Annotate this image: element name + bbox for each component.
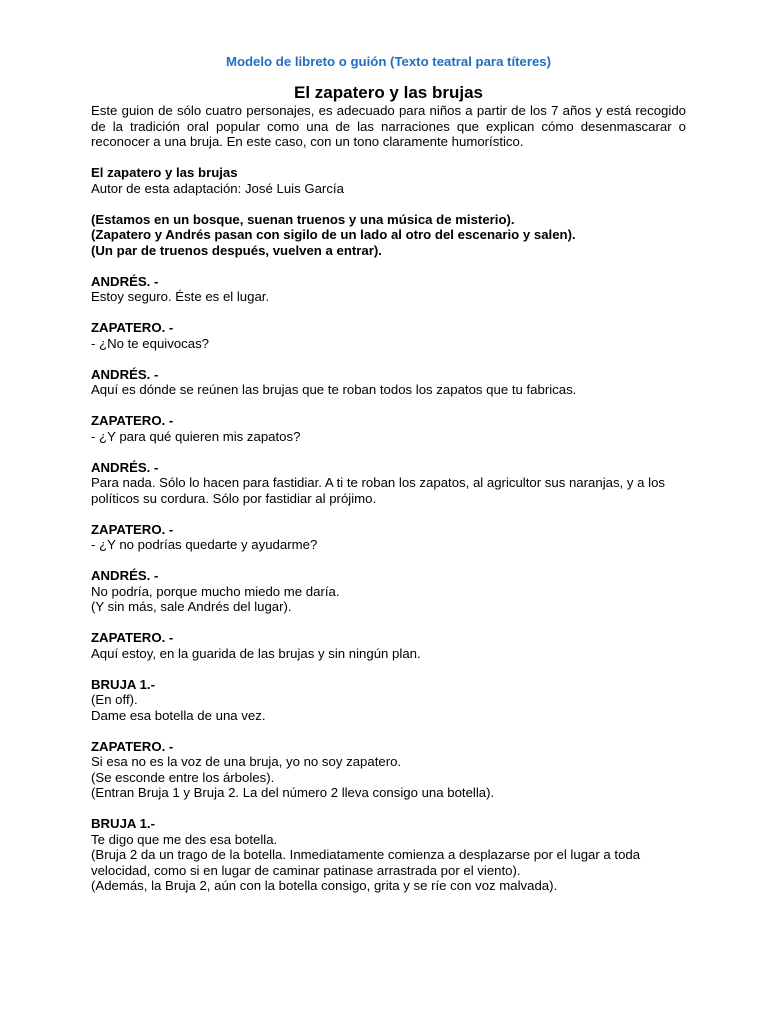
stage-direction: (Un par de truenos después, vuelven a entrar). xyxy=(91,242,382,258)
speaker-name: ZAPATERO. - xyxy=(91,521,174,537)
dialogue-block xyxy=(91,460,686,507)
dialogue-line: (Bruja 2 da un trago de la botella. Inmediatamente comienza a desplazarse por el lugar a toda velocidad, como si en lugar de caminar patinase arrastrada por el viento). xyxy=(91,847,641,878)
dialogue-block xyxy=(91,522,686,553)
dialogue-line: - ¿Y para qué quieren mis zapatos? xyxy=(91,428,301,444)
dialogue-line: Estoy seguro. Éste es el lugar. xyxy=(91,289,270,304)
dialogue-block xyxy=(91,568,686,615)
dialogue-line: - ¿Y no podrías quedarte y ayudarme? xyxy=(91,537,318,552)
dialogue-line: - ¿No te equivocas? xyxy=(91,335,210,351)
speaker-name: ANDRÉS. - xyxy=(91,366,159,382)
dialogue-block xyxy=(91,630,686,661)
play-title: El zapatero y las brujas xyxy=(294,83,483,102)
dialogue-line: No podría, porque mucho miedo me daría. xyxy=(91,583,340,599)
dialogue-block xyxy=(91,413,686,444)
dialogue-block xyxy=(91,816,686,894)
intro-paragraph: Este guion de sólo cuatro personajes, es adecuado para niños a partir de los 7 años y está recogido de la tradición oral popular como una de las narraciones que explican cómo desenmascarar o reconocer a una bruja. En este caso, con un tono claramente humorístico. xyxy=(91,103,686,149)
dialogue-line: (Y sin más, sale Andrés del lugar). xyxy=(91,599,292,614)
stage-direction: (Zapatero y Andrés pasan con sigilo de un lado al otro del escenario y salen). xyxy=(91,227,576,242)
speaker-name: ANDRÉS. - xyxy=(91,568,159,583)
speaker-name: ANDRÉS. - xyxy=(91,273,159,289)
credits-author: Autor de esta adaptación: José Luis García xyxy=(91,180,344,196)
dialogue-block xyxy=(91,320,686,351)
dialogue-line: Para nada. Sólo lo hacen para fastidiar. A ti te roban los zapatos, al agricultor sus naranjas, y a los políticos su cordura. Sólo por fastidiar al prójimo. xyxy=(91,475,665,506)
document-content xyxy=(91,53,686,894)
credits-title: El zapatero y las brujas xyxy=(91,165,238,180)
dialogue-line: (Entran Bruja 1 y Bruja 2. La del número 2 lleva consigo una botella). xyxy=(91,785,495,800)
dialogue-block xyxy=(91,677,686,724)
speaker-name: ZAPATERO. - xyxy=(91,738,174,754)
dialogue-block xyxy=(91,367,686,398)
dialogue-line: (Además, la Bruja 2, aún con la botella consigo, grita y se ríe con voz malvada). xyxy=(91,878,558,893)
stage-direction: (Estamos en un bosque, suenan truenos y una música de misterio). xyxy=(91,211,515,227)
dialogue-line: (En off). xyxy=(91,692,138,707)
speaker-name: ZAPATERO. - xyxy=(91,320,174,335)
document-heading: Modelo de libreto o guión (Texto teatral para títeres) xyxy=(225,54,552,69)
speaker-name: ZAPATERO. - xyxy=(91,413,174,428)
dialogue-line: Si esa no es la voz de una bruja, yo no soy zapatero. xyxy=(91,754,402,769)
speaker-name: BRUJA 1.- xyxy=(91,816,155,831)
credits-block xyxy=(91,165,686,196)
dialogue-line: Aquí estoy, en la guarida de las brujas y sin ningún plan. xyxy=(91,645,421,661)
speaker-name: BRUJA 1.- xyxy=(91,676,155,692)
dialogue-block xyxy=(91,274,686,305)
dialogue-line: (Se esconde entre los árboles). xyxy=(91,769,275,785)
speaker-name: ANDRÉS. - xyxy=(91,459,159,475)
dialogue-block xyxy=(91,739,686,801)
dialogue-line: Te digo que me des esa botella. xyxy=(91,831,278,847)
dialogue-line: Dame esa botella de una vez. xyxy=(91,707,266,723)
speaker-name: ZAPATERO. - xyxy=(91,630,174,645)
stage-directions xyxy=(91,212,686,259)
dialogue-line: Aquí es dónde se reúnen las brujas que te roban todos los zapatos que tu fabricas. xyxy=(91,382,577,397)
